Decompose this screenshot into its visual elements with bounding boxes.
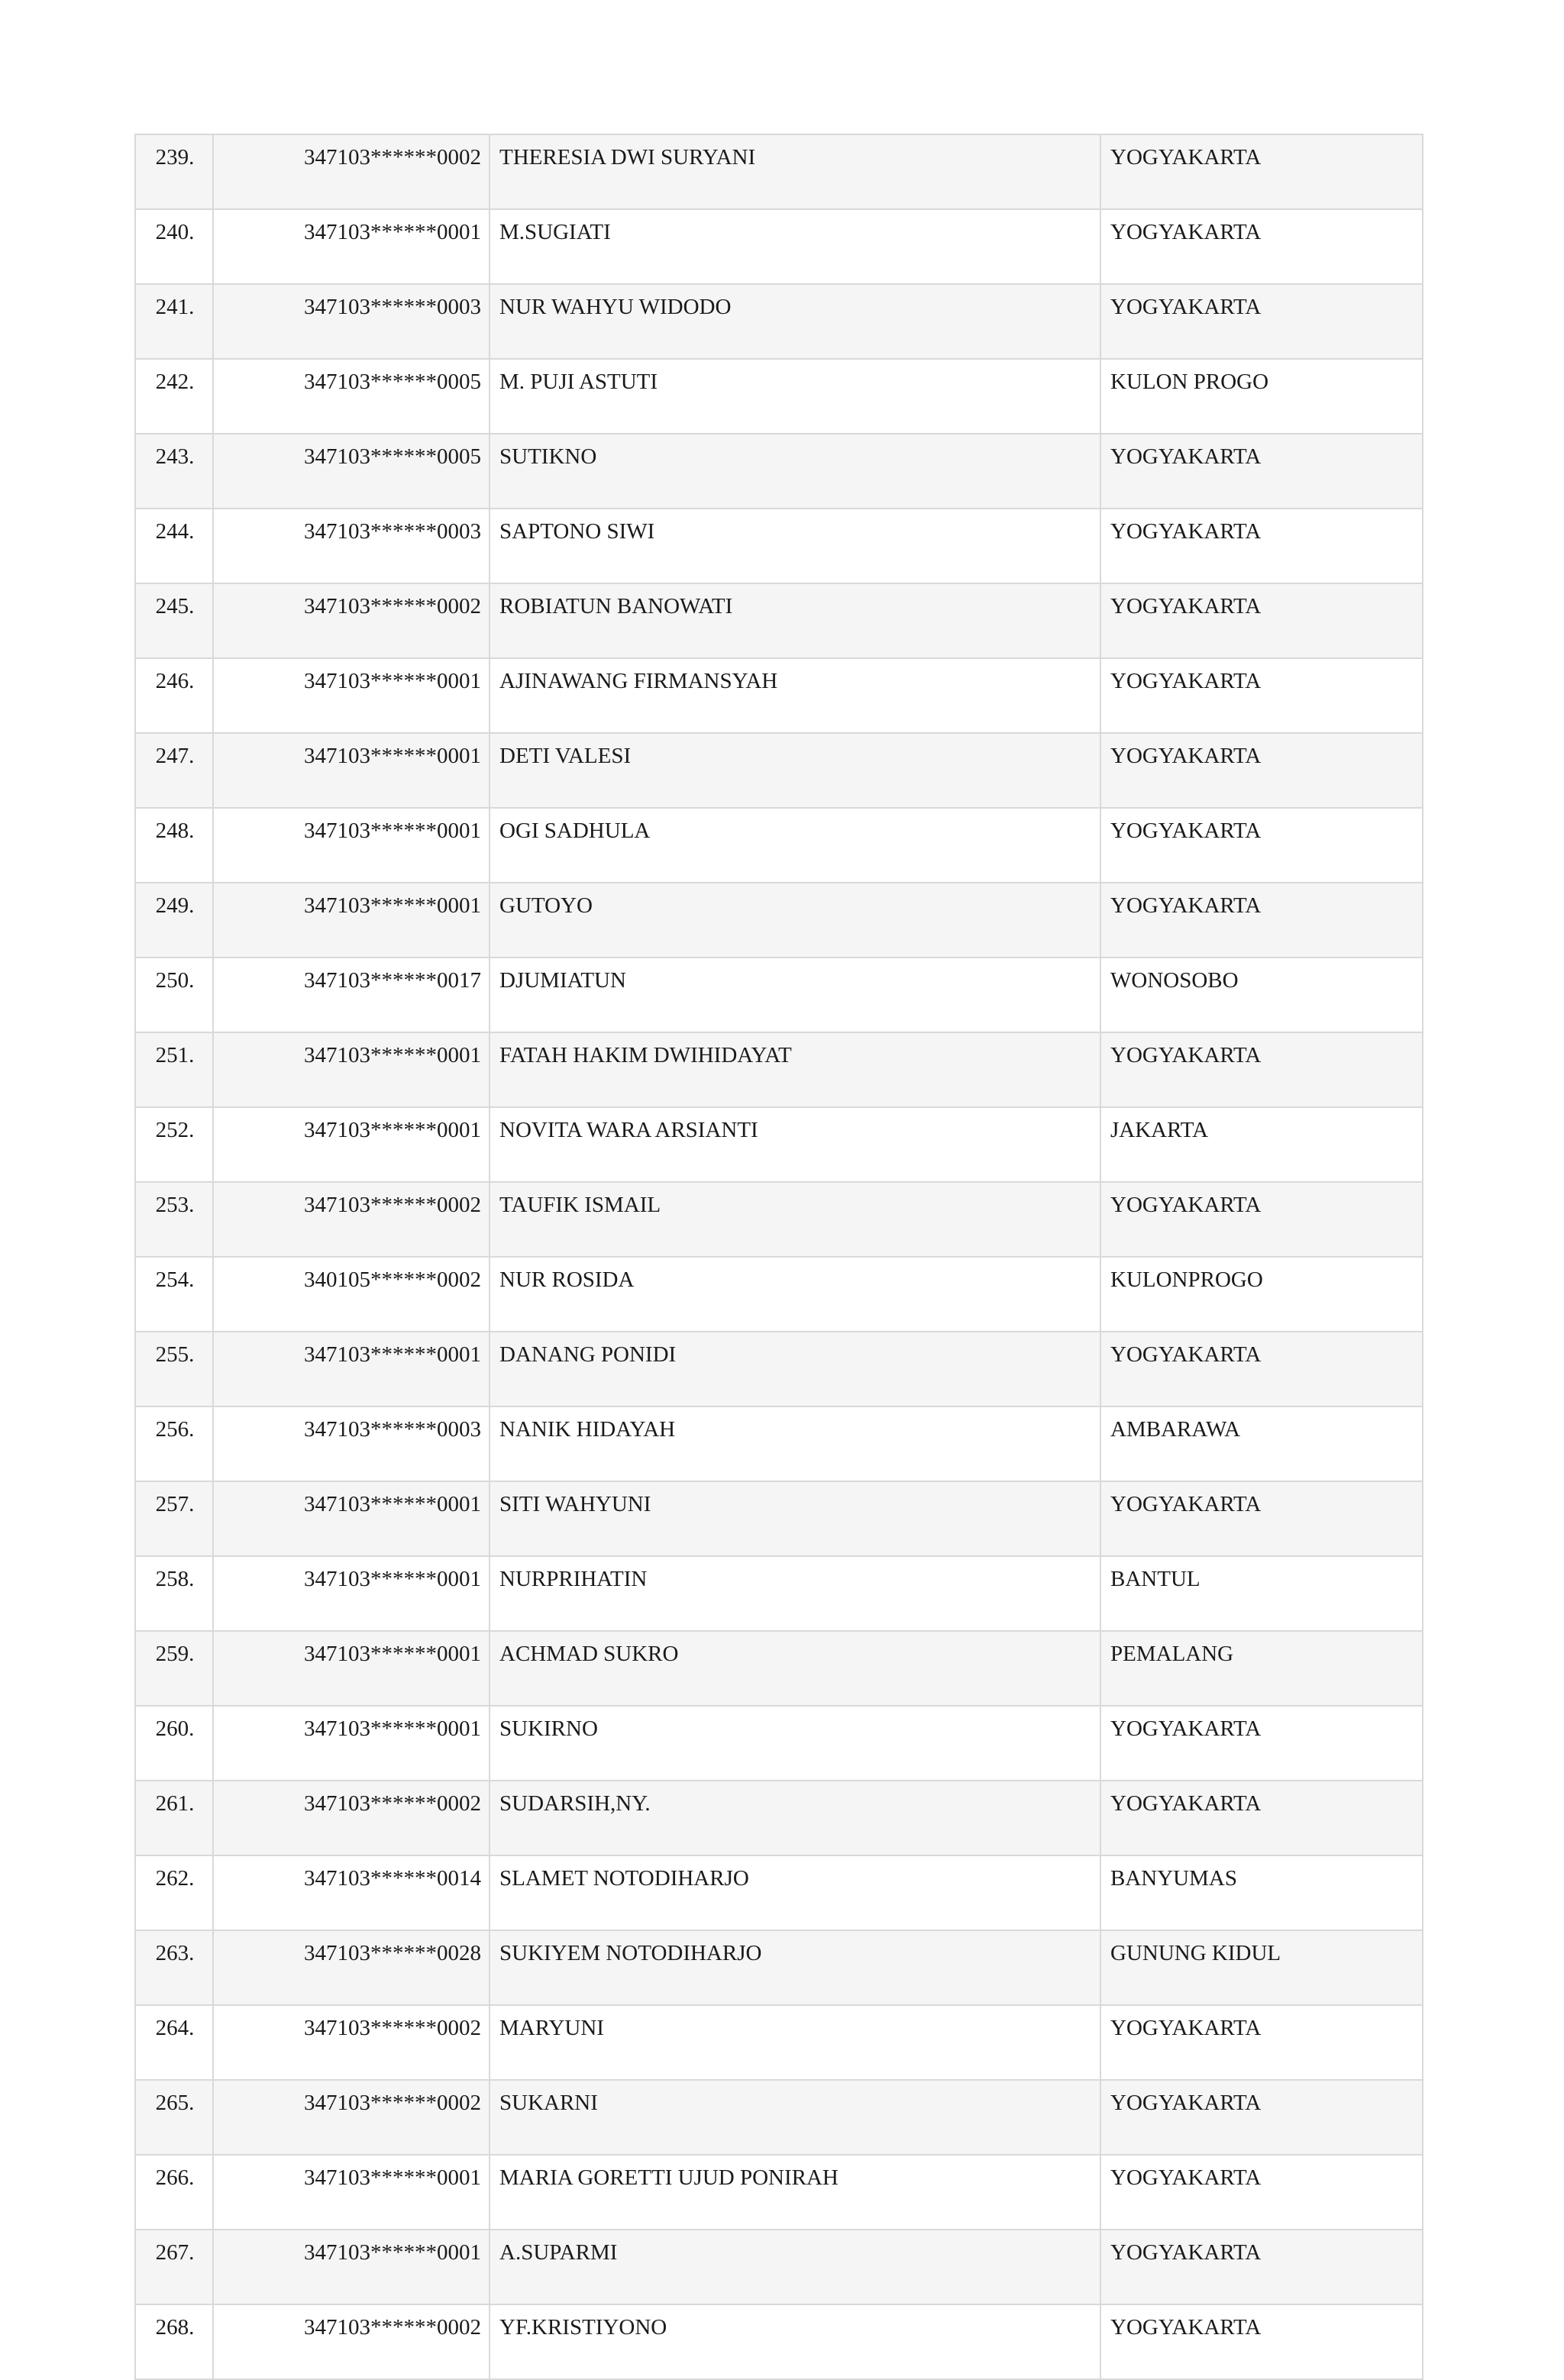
row-number: 240. xyxy=(135,209,213,284)
row-name: A.SUPARMI xyxy=(490,2230,1100,2304)
row-nik: 347103******0001 xyxy=(213,1631,490,1706)
row-number: 267. xyxy=(135,2230,213,2304)
row-name: YF.KRISTIYONO xyxy=(490,2304,1100,2379)
table-row xyxy=(135,1107,1423,1182)
row-city: YOGYAKARTA xyxy=(1100,2155,1423,2230)
row-name: NANIK HIDAYAH xyxy=(490,1406,1100,1481)
row-name: M. PUJI ASTUTI xyxy=(490,359,1100,434)
row-nik: 347103******0001 xyxy=(213,1332,490,1406)
row-number: 247. xyxy=(135,733,213,808)
resident-table-body xyxy=(135,134,1423,2379)
row-nik: 347103******0001 xyxy=(213,1032,490,1107)
row-name: SUKIRNO xyxy=(490,1706,1100,1781)
row-city: YOGYAKARTA xyxy=(1100,134,1423,209)
row-city: PEMALANG xyxy=(1100,1631,1423,1706)
table-row xyxy=(135,2155,1423,2230)
table-row xyxy=(135,1257,1423,1332)
row-nik: 347103******0028 xyxy=(213,1930,490,2005)
row-name: OGI SADHULA xyxy=(490,808,1100,883)
row-nik: 347103******0001 xyxy=(213,658,490,733)
row-name: ROBIATUN BANOWATI xyxy=(490,583,1100,658)
row-name: ACHMAD SUKRO xyxy=(490,1631,1100,1706)
table-row xyxy=(135,1930,1423,2005)
row-name: AJINAWANG FIRMANSYAH xyxy=(490,658,1100,733)
row-number: 248. xyxy=(135,808,213,883)
row-name: M.SUGIATI xyxy=(490,209,1100,284)
table-row xyxy=(135,1332,1423,1406)
row-nik: 347103******0003 xyxy=(213,284,490,359)
row-number: 244. xyxy=(135,509,213,583)
table-row xyxy=(135,209,1423,284)
row-name: SUKIYEM NOTODIHARJO xyxy=(490,1930,1100,2005)
row-name: DETI VALESI xyxy=(490,733,1100,808)
row-city: YOGYAKARTA xyxy=(1100,583,1423,658)
row-city: YOGYAKARTA xyxy=(1100,1706,1423,1781)
row-nik: 347103******0001 xyxy=(213,808,490,883)
table-row xyxy=(135,359,1423,434)
row-nik: 347103******0002 xyxy=(213,1182,490,1257)
row-name: NOVITA WARA ARSIANTI xyxy=(490,1107,1100,1182)
table-row xyxy=(135,2304,1423,2379)
row-nik: 347103******0003 xyxy=(213,1406,490,1481)
row-number: 261. xyxy=(135,1781,213,1855)
row-name: SUDARSIH,NY. xyxy=(490,1781,1100,1855)
table-row xyxy=(135,434,1423,509)
table-row xyxy=(135,1182,1423,1257)
row-number: 252. xyxy=(135,1107,213,1182)
row-nik: 347103******0001 xyxy=(213,209,490,284)
row-nik: 347103******0002 xyxy=(213,2304,490,2379)
row-number: 258. xyxy=(135,1556,213,1631)
row-name: SUTIKNO xyxy=(490,434,1100,509)
row-nik: 347103******0014 xyxy=(213,1855,490,1930)
row-city: YOGYAKARTA xyxy=(1100,2005,1423,2080)
row-name: SAPTONO SIWI xyxy=(490,509,1100,583)
row-nik: 340105******0002 xyxy=(213,1257,490,1332)
row-city: GUNUNG KIDUL xyxy=(1100,1930,1423,2005)
row-nik: 347103******0001 xyxy=(213,1481,490,1556)
table-row xyxy=(135,1706,1423,1781)
row-city: AMBARAWA xyxy=(1100,1406,1423,1481)
row-city: YOGYAKARTA xyxy=(1100,1781,1423,1855)
row-nik: 347103******0001 xyxy=(213,2230,490,2304)
table-row xyxy=(135,583,1423,658)
row-number: 245. xyxy=(135,583,213,658)
row-city: WONOSOBO xyxy=(1100,957,1423,1032)
row-nik: 347103******0001 xyxy=(213,1556,490,1631)
row-city: YOGYAKARTA xyxy=(1100,658,1423,733)
row-nik: 347103******0002 xyxy=(213,134,490,209)
row-number: 253. xyxy=(135,1182,213,1257)
table-row xyxy=(135,883,1423,957)
table-row xyxy=(135,2080,1423,2155)
row-city: KULON PROGO xyxy=(1100,359,1423,434)
row-name: DJUMIATUN xyxy=(490,957,1100,1032)
row-nik: 347103******0005 xyxy=(213,359,490,434)
row-nik: 347103******0005 xyxy=(213,434,490,509)
row-city: KULONPROGO xyxy=(1100,1257,1423,1332)
row-number: 250. xyxy=(135,957,213,1032)
table-row xyxy=(135,1032,1423,1107)
row-number: 266. xyxy=(135,2155,213,2230)
row-name: THERESIA DWI SURYANI xyxy=(490,134,1100,209)
row-city: YOGYAKARTA xyxy=(1100,1481,1423,1556)
table-row xyxy=(135,1406,1423,1481)
row-city: YOGYAKARTA xyxy=(1100,808,1423,883)
row-number: 259. xyxy=(135,1631,213,1706)
row-city: YOGYAKARTA xyxy=(1100,733,1423,808)
table-row xyxy=(135,2005,1423,2080)
table-row xyxy=(135,808,1423,883)
table-row xyxy=(135,1855,1423,1930)
row-number: 243. xyxy=(135,434,213,509)
row-nik: 347103******0002 xyxy=(213,2005,490,2080)
row-number: 242. xyxy=(135,359,213,434)
table-row xyxy=(135,658,1423,733)
row-city: BANTUL xyxy=(1100,1556,1423,1631)
row-city: YOGYAKARTA xyxy=(1100,2304,1423,2379)
row-name: NUR ROSIDA xyxy=(490,1257,1100,1332)
row-name: DANANG PONIDI xyxy=(490,1332,1100,1406)
table-row xyxy=(135,134,1423,209)
row-city: YOGYAKARTA xyxy=(1100,209,1423,284)
row-nik: 347103******0001 xyxy=(213,1706,490,1781)
row-city: JAKARTA xyxy=(1100,1107,1423,1182)
row-name: SUKARNI xyxy=(490,2080,1100,2155)
row-name: MARYUNI xyxy=(490,2005,1100,2080)
row-city: YOGYAKARTA xyxy=(1100,284,1423,359)
row-name: SLAMET NOTODIHARJO xyxy=(490,1855,1100,1930)
row-number: 257. xyxy=(135,1481,213,1556)
row-city: YOGYAKARTA xyxy=(1100,1182,1423,1257)
row-name: NUR WAHYU WIDODO xyxy=(490,284,1100,359)
table-row xyxy=(135,957,1423,1032)
row-city: YOGYAKARTA xyxy=(1100,1032,1423,1107)
table-row xyxy=(135,1556,1423,1631)
row-number: 265. xyxy=(135,2080,213,2155)
row-number: 268. xyxy=(135,2304,213,2379)
table-row xyxy=(135,1481,1423,1556)
row-number: 251. xyxy=(135,1032,213,1107)
row-name: MARIA GORETTI UJUD PONIRAH xyxy=(490,2155,1100,2230)
row-city: YOGYAKARTA xyxy=(1100,1332,1423,1406)
row-name: TAUFIK ISMAIL xyxy=(490,1182,1100,1257)
row-number: 263. xyxy=(135,1930,213,2005)
table-row xyxy=(135,284,1423,359)
row-city: YOGYAKARTA xyxy=(1100,883,1423,957)
row-name: NURPRIHATIN xyxy=(490,1556,1100,1631)
table-row xyxy=(135,2230,1423,2304)
row-city: YOGYAKARTA xyxy=(1100,2080,1423,2155)
row-nik: 347103******0001 xyxy=(213,883,490,957)
row-number: 246. xyxy=(135,658,213,733)
resident-table xyxy=(134,134,1423,2380)
row-number: 241. xyxy=(135,284,213,359)
row-city: BANYUMAS xyxy=(1100,1855,1423,1930)
table-row xyxy=(135,1781,1423,1855)
row-number: 260. xyxy=(135,1706,213,1781)
row-nik: 347103******0001 xyxy=(213,2155,490,2230)
row-nik: 347103******0002 xyxy=(213,583,490,658)
row-number: 249. xyxy=(135,883,213,957)
table-row xyxy=(135,1631,1423,1706)
row-number: 255. xyxy=(135,1332,213,1406)
row-number: 264. xyxy=(135,2005,213,2080)
table-row xyxy=(135,509,1423,583)
row-number: 254. xyxy=(135,1257,213,1332)
row-nik: 347103******0003 xyxy=(213,509,490,583)
row-number: 256. xyxy=(135,1406,213,1481)
row-city: YOGYAKARTA xyxy=(1100,434,1423,509)
row-name: SITI WAHYUNI xyxy=(490,1481,1100,1556)
row-nik: 347103******0001 xyxy=(213,733,490,808)
row-name: FATAH HAKIM DWIHIDAYAT xyxy=(490,1032,1100,1107)
row-nik: 347103******0017 xyxy=(213,957,490,1032)
row-nik: 347103******0001 xyxy=(213,1107,490,1182)
row-name: GUTOYO xyxy=(490,883,1100,957)
row-number: 239. xyxy=(135,134,213,209)
row-nik: 347103******0002 xyxy=(213,2080,490,2155)
row-nik: 347103******0002 xyxy=(213,1781,490,1855)
row-number: 262. xyxy=(135,1855,213,1930)
table-row xyxy=(135,733,1423,808)
row-city: YOGYAKARTA xyxy=(1100,509,1423,583)
row-city: YOGYAKARTA xyxy=(1100,2230,1423,2304)
